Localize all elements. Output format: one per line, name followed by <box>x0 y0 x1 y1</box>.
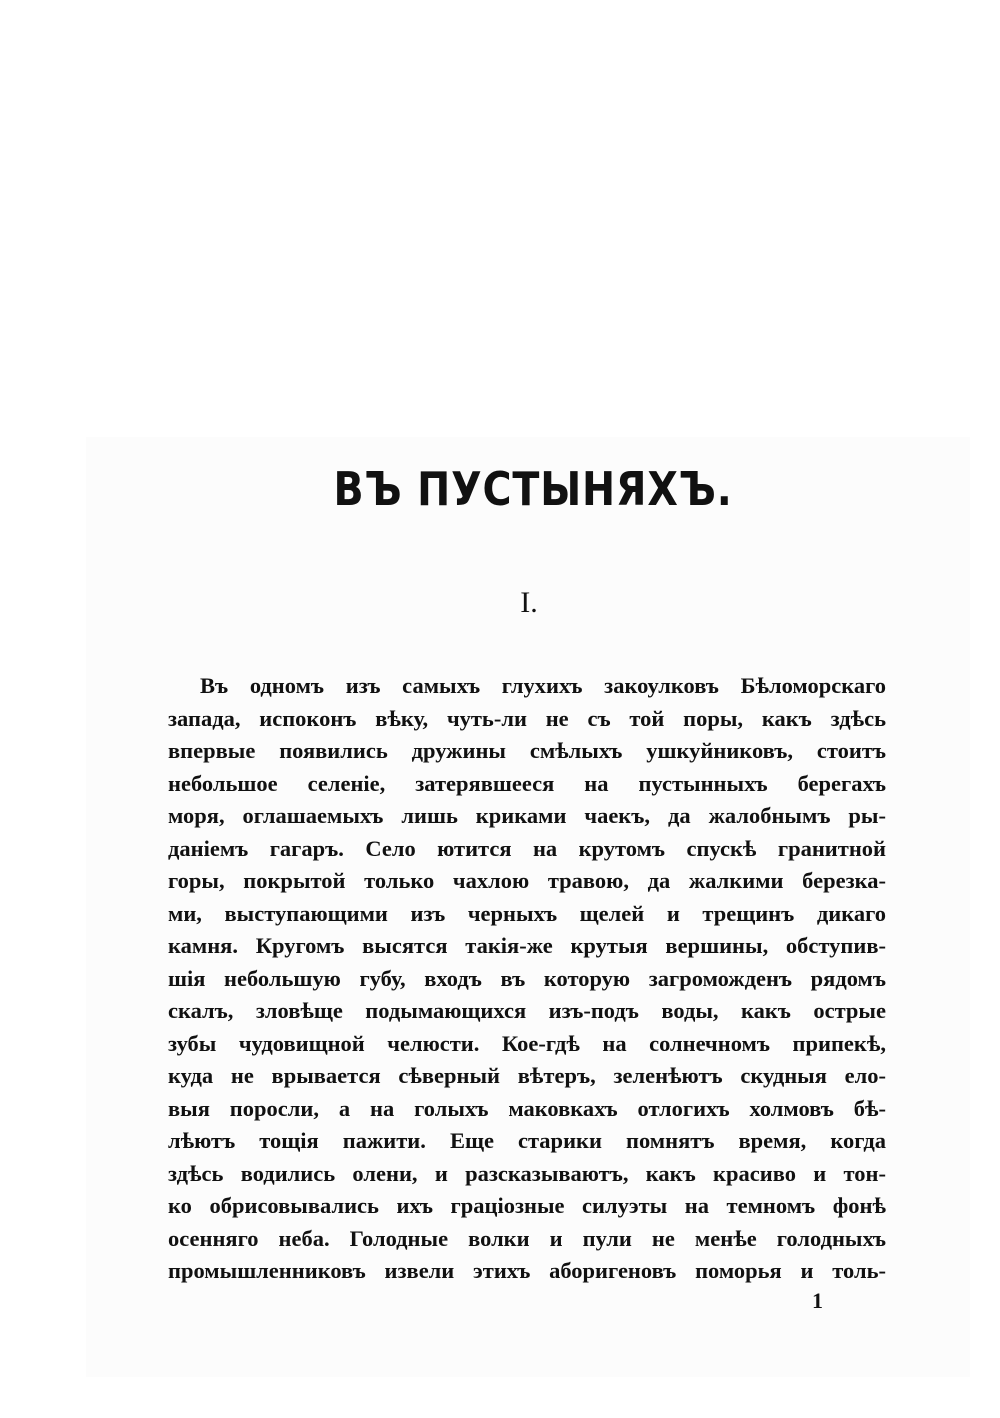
text-line: Въ одномъ изъ самыхъ глухихъ закоулковъ Бѣломорскаго <box>200 673 886 698</box>
text-line: здѣсь водились олени, и разсказываютъ, какъ красиво и тон- <box>168 1160 886 1186</box>
text-line: промышленниковъ извели этихъ аборигеновъ поморья и толь- <box>168 1258 886 1283</box>
text-line: скалъ, зловѣще подымающихся изъ-подъ воды, какъ острые <box>168 998 886 1023</box>
text-line: куда не врывается сѣверный вѣтеръ, зеленѣютъ скудныя ело- <box>168 1063 886 1088</box>
text-line: шія небольшую губу, входъ въ которую загроможденъ рядомъ <box>168 965 886 991</box>
text-line: ми, выступающими изъ черныхъ щелей и трещинъ дикаго <box>168 900 886 926</box>
page-number: 1 <box>812 1288 823 1313</box>
text-line: небольшое селеніе, затерявшееся на пустынныхъ берегахъ <box>168 770 886 796</box>
text-line: запада, испоконъ вѣку, чуть-ли не съ той поры, какъ здѣсь <box>168 705 886 731</box>
text-line: впервые появились дружины смѣлыхъ ушкуйниковъ, стоитъ <box>168 738 886 763</box>
text-line: моря, оглашаемыхъ лишь криками чаекъ, да жалобнымъ ры- <box>168 803 886 828</box>
text-line: даніемъ гагаръ. Село ютится на крутомъ спускѣ гранитной <box>168 835 886 861</box>
paragraph <box>168 670 886 1288</box>
text-line: горы, покрытой только чахлою травою, да жалкими березка- <box>168 868 886 893</box>
text-line: камня. Кругомъ высятся такія-же крутыя вершины, обступив- <box>168 933 886 958</box>
text-line: зубы чудовищной челюсти. Кое-гдѣ на солнечномъ припекѣ, <box>168 1030 886 1056</box>
text-line: выя поросли, а на голыхъ маковкахъ отлогихъ холмовъ бѣ- <box>168 1095 886 1121</box>
text-line: ко обрисовывались ихъ граціозные силуэты на темномъ фонѣ <box>168 1193 886 1218</box>
text-line: осенняго неба. Голодные волки и пули не менѣе голодныхъ <box>168 1225 886 1251</box>
chapter-number: I. <box>520 586 538 619</box>
text-line: лѣютъ тощія пажити. Еще старики помнятъ время, когда <box>168 1128 886 1153</box>
page-title: ВЪ ПУСТЫНЯХЪ. <box>333 462 733 516</box>
